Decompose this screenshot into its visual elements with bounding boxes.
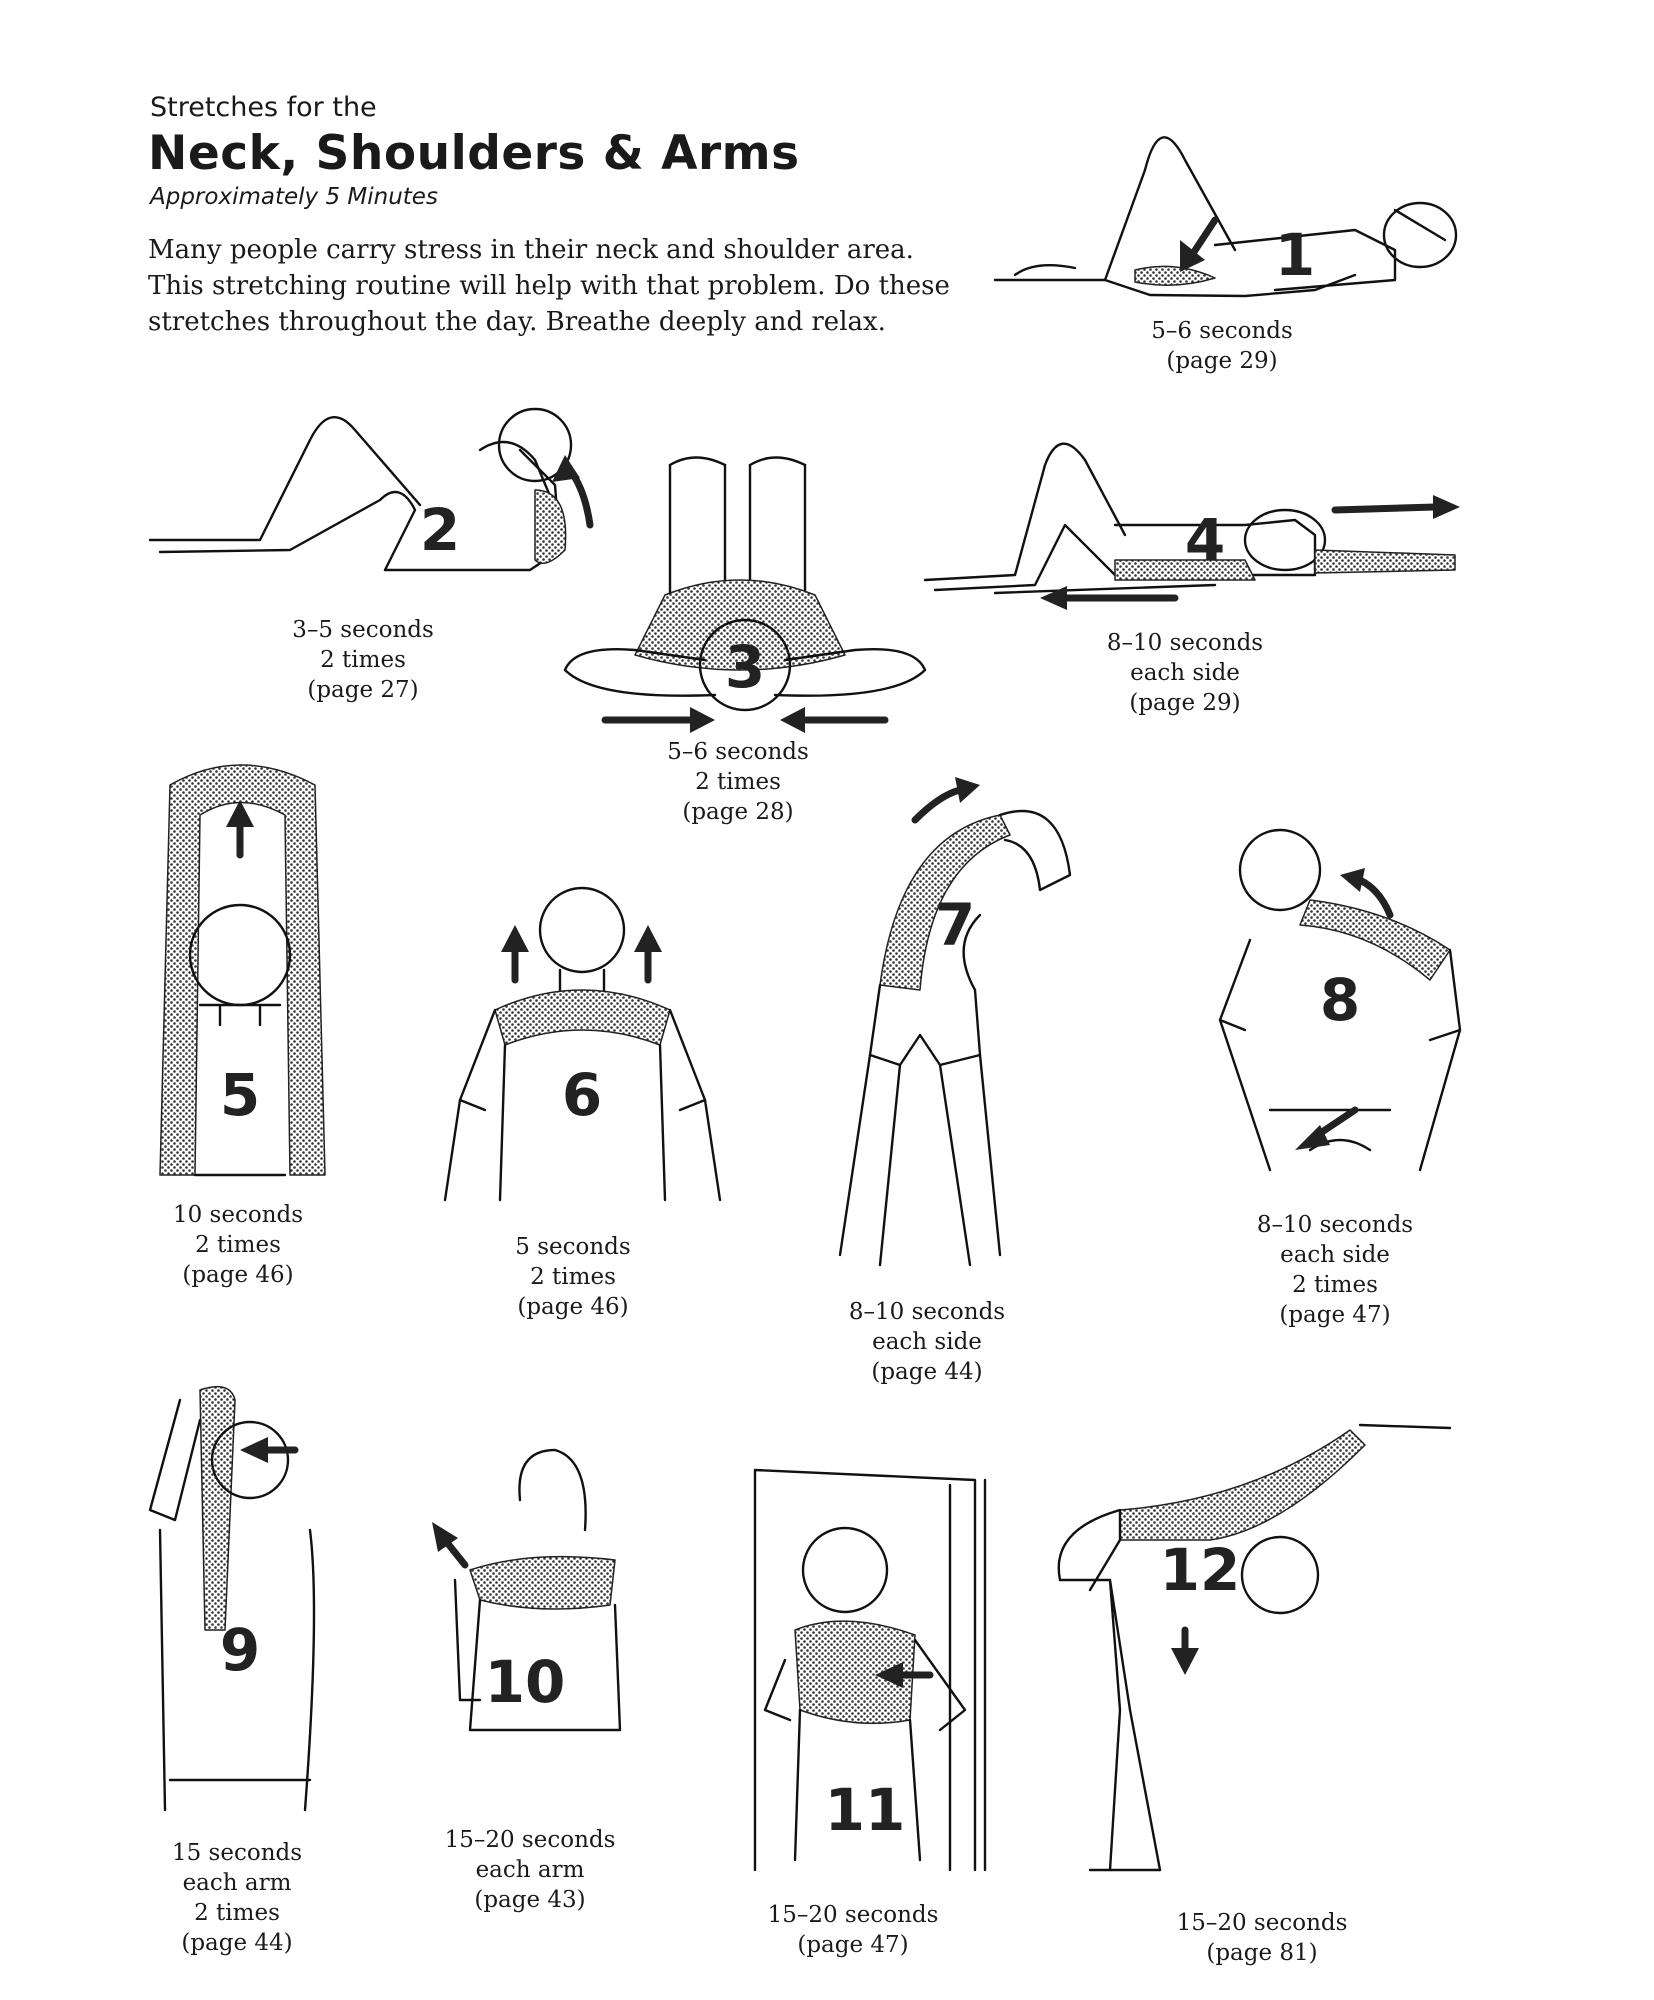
stretch-2-illustration — [140, 390, 610, 600]
caption-line: each arm — [182, 1870, 292, 1896]
stretch-4-caption — [1107, 628, 1263, 718]
caption-line: 8–10 seconds — [1106, 630, 1264, 656]
stretch-number: 12 — [1159, 1536, 1241, 1604]
stretch-number: 5 — [219, 1061, 261, 1129]
stretch-1-illustration — [975, 100, 1495, 310]
stretch-10-illustration — [420, 1440, 650, 1820]
intro-line: stretches throughout the day. Breathe deeply and relax. — [148, 307, 886, 337]
stretch-7-illustration — [820, 775, 1120, 1275]
stretch-12-illustration — [1030, 1410, 1460, 1890]
stretch-1-caption — [1151, 316, 1293, 376]
stretch-number: 10 — [484, 1648, 566, 1716]
stretch-number: 8 — [1319, 966, 1361, 1034]
stretch-number: 6 — [561, 1061, 603, 1129]
intro-paragraph — [148, 232, 968, 340]
stretch-10-caption — [445, 1825, 616, 1915]
caption-line: each side — [1130, 660, 1240, 686]
caption-line: (page 44) — [871, 1359, 983, 1385]
caption-line: 2 times — [695, 769, 781, 795]
caption-line: (page 29) — [1129, 690, 1241, 716]
caption-line: (page 81) — [1206, 1940, 1318, 1966]
caption-line: 2 times — [1292, 1272, 1378, 1298]
caption-line: 2 times — [320, 647, 406, 673]
caption-line: 8–10 seconds — [848, 1299, 1006, 1325]
stretch-3-illustration — [555, 455, 935, 735]
caption-line: 10 seconds — [172, 1202, 304, 1228]
caption-line: (page 46) — [517, 1294, 629, 1320]
caption-line: (page 43) — [474, 1887, 586, 1913]
caption-line: 15–20 seconds — [767, 1902, 939, 1928]
stretch-number: 11 — [824, 1776, 906, 1844]
page-title: Neck, Shoulders & Arms — [148, 126, 800, 181]
stretch-2-caption — [292, 615, 434, 705]
caption-line: 5–6 seconds — [1151, 318, 1293, 344]
caption-line: 3–5 seconds — [292, 617, 434, 643]
stretch-number: 9 — [219, 1616, 261, 1684]
stretch-6-caption — [515, 1232, 630, 1322]
caption-line: 8–10 seconds — [1256, 1212, 1414, 1238]
caption-line: (page 29) — [1166, 348, 1278, 374]
stretch-8-illustration — [1190, 820, 1480, 1200]
page-subtitle: Stretches for the — [150, 92, 377, 123]
caption-line: 2 times — [194, 1900, 280, 1926]
stretch-number: 2 — [419, 496, 461, 564]
stretch-9-caption — [172, 1838, 302, 1958]
intro-line: Many people carry stress in their neck and shoulder area. — [148, 235, 914, 265]
stretch-4-illustration — [915, 415, 1475, 615]
caption-line: 2 times — [530, 1264, 616, 1290]
caption-line: 5 seconds — [515, 1234, 631, 1260]
stretch-number: 3 — [724, 633, 766, 701]
stretch-7-caption — [849, 1297, 1005, 1387]
duration-note: Approximately 5 Minutes — [150, 184, 438, 210]
caption-line: (page 27) — [307, 677, 419, 703]
caption-line: each arm — [475, 1857, 585, 1883]
stretch-8-caption — [1257, 1210, 1413, 1330]
stretch-3-caption — [667, 737, 809, 827]
stretch-12-caption — [1177, 1908, 1348, 1968]
stretch-number: 1 — [1274, 221, 1316, 289]
caption-line: each side — [872, 1329, 982, 1355]
caption-line: (page 44) — [181, 1930, 293, 1956]
stretch-11-illustration — [725, 1460, 1005, 1880]
caption-line: 15–20 seconds — [444, 1827, 616, 1853]
stretch-5-caption — [173, 1200, 303, 1290]
stretch-number: 7 — [934, 891, 976, 959]
caption-line: 5–6 seconds — [667, 739, 809, 765]
caption-line: (page 47) — [1279, 1302, 1391, 1328]
caption-line: 15–20 seconds — [1176, 1910, 1348, 1936]
caption-line: 2 times — [195, 1232, 281, 1258]
caption-line: each side — [1280, 1242, 1390, 1268]
stretch-number: 4 — [1184, 506, 1226, 574]
caption-line: (page 28) — [682, 799, 794, 825]
stretch-5-illustration — [140, 755, 340, 1195]
stretch-6-illustration — [430, 870, 730, 1210]
intro-line: This stretching routine will help with that problem. Do these — [148, 271, 950, 301]
stretch-11-caption — [768, 1900, 939, 1960]
caption-line: (page 47) — [797, 1932, 909, 1958]
caption-line: (page 46) — [182, 1262, 294, 1288]
caption-line: 15 seconds — [171, 1840, 303, 1866]
stretch-9-illustration — [130, 1380, 330, 1820]
